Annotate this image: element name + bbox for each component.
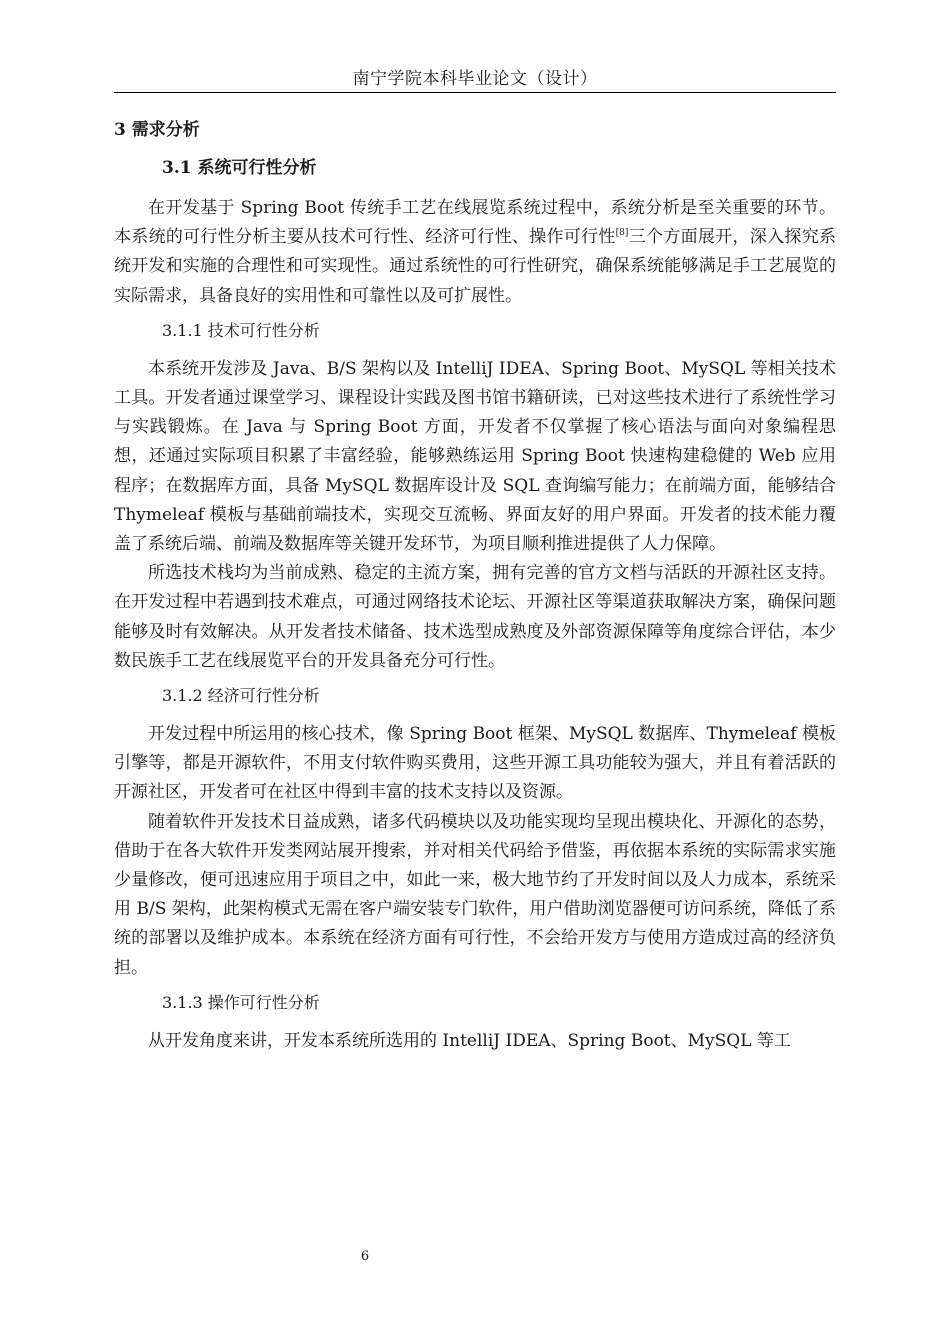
page-number: 6 <box>360 1249 370 1264</box>
chapter-heading: 3 需求分析 <box>114 120 200 140</box>
subsection-heading-operational: 3.1.3 操作可行性分析 <box>162 992 320 1012</box>
citation-marker: [8] <box>615 228 629 239</box>
section-intro-paragraph <box>114 194 836 311</box>
header-rule <box>114 92 836 93</box>
subsection-heading-economic: 3.1.2 经济可行性分析 <box>162 686 320 706</box>
paragraph-technical-1: 本系统开发涉及 Java、B/S 架构以及 IntelliJ IDEA、Spring Boot、MySQL 等相关技术工具。开发者通过课堂学习、课程设计实践及图书馆书籍研读，已对这些技术进行了系统性学习与实践锻炼。在 Java 与 Spring Boot 方面，开发者不仅掌握了核心语法与面向对象编程思想，还通过实际项目积累了丰富经验，能够熟练运用 Spring Boot 快速构建稳健的 Web 应用程序；在数据库方面，具备 MySQL 数据库设计及 SQL 查询编写能力；在前端方面，能够结合 Thymeleaf 模板与基础前端技术，实现交互流畅、界面友好的用户界面。开发者的技术能力覆盖了系统后端、前端及数据库等关键开发环节，为项目顺利推进提供了人力保障。 <box>114 358 836 555</box>
section-heading: 3.1 系统可行性分析 <box>162 158 317 178</box>
intro-text-part-1: 在开发基于 Spring Boot 传统手工艺在线展览系统过程中，系统分析是至关重要的环节。本系统的可行性分析主要从技术可行性、经济可行性、操作可行性 <box>114 198 836 248</box>
paragraph-technical-2: 所选技术栈均为当前成熟、稳定的主流方案，拥有完善的官方文档与活跃的开源社区支持。在开发过程中若遇到技术难点，可通过网络技术论坛、开源社区等渠道获取解决方案，确保问题能够及时有效解决。从开发者技术储备、技术选型成熟度及外部资源保障等角度综合评估，本少数民族手工艺在线展览平台的开发具备充分可行性。 <box>114 563 836 671</box>
intro-text-part-2: 三个方面展开，深入探究系统开发和实施的合理性和可实现性。通过系统性的可行性研究，确保系统能够满足手工艺展览的实际需求，具备良好的实用性和可靠性以及可扩展性。 <box>114 227 837 306</box>
subsection-heading-technical: 3.1.1 技术可行性分析 <box>162 320 320 340</box>
paragraph-economic-1: 开发过程中所运用的核心技术，像 Spring Boot 框架、MySQL 数据库、Thymeleaf 模板引擎等，都是开源软件，不用支付软件购买费用，这些开源工具功能较为强大，并且有着活跃的开源社区，开发者可在社区中得到丰富的技术支持以及资源。 <box>114 724 836 803</box>
paragraph-operational-1: 从开发角度来讲，开发本系统所选用的 IntelliJ IDEA、Spring Boot、MySQL 等工 <box>148 1030 791 1051</box>
page-body <box>114 116 836 1056</box>
paragraph-economic-2: 随着软件开发技术日益成熟，诸多代码模块以及功能实现均呈现出模块化、开源化的态势，借助于在各大软件开发类网站展开搜索，并对相关代码给予借鉴，再依据本系统的实际需求实施少量修改，便可迅速应用于项目之中，如此一来，极大地节约了开发时间以及人力成本，系统采用 B/S 架构，此架构模式无需在客户端安装专门软件，用户借助浏览器便可访问系统，降低了系统的部署以及维护成本。本系统在经济方面有可行性，不会给开发方与使用方造成过高的经济负担。 <box>114 811 836 978</box>
running-header: 南宁学院本科毕业论文（设计） <box>352 69 598 89</box>
